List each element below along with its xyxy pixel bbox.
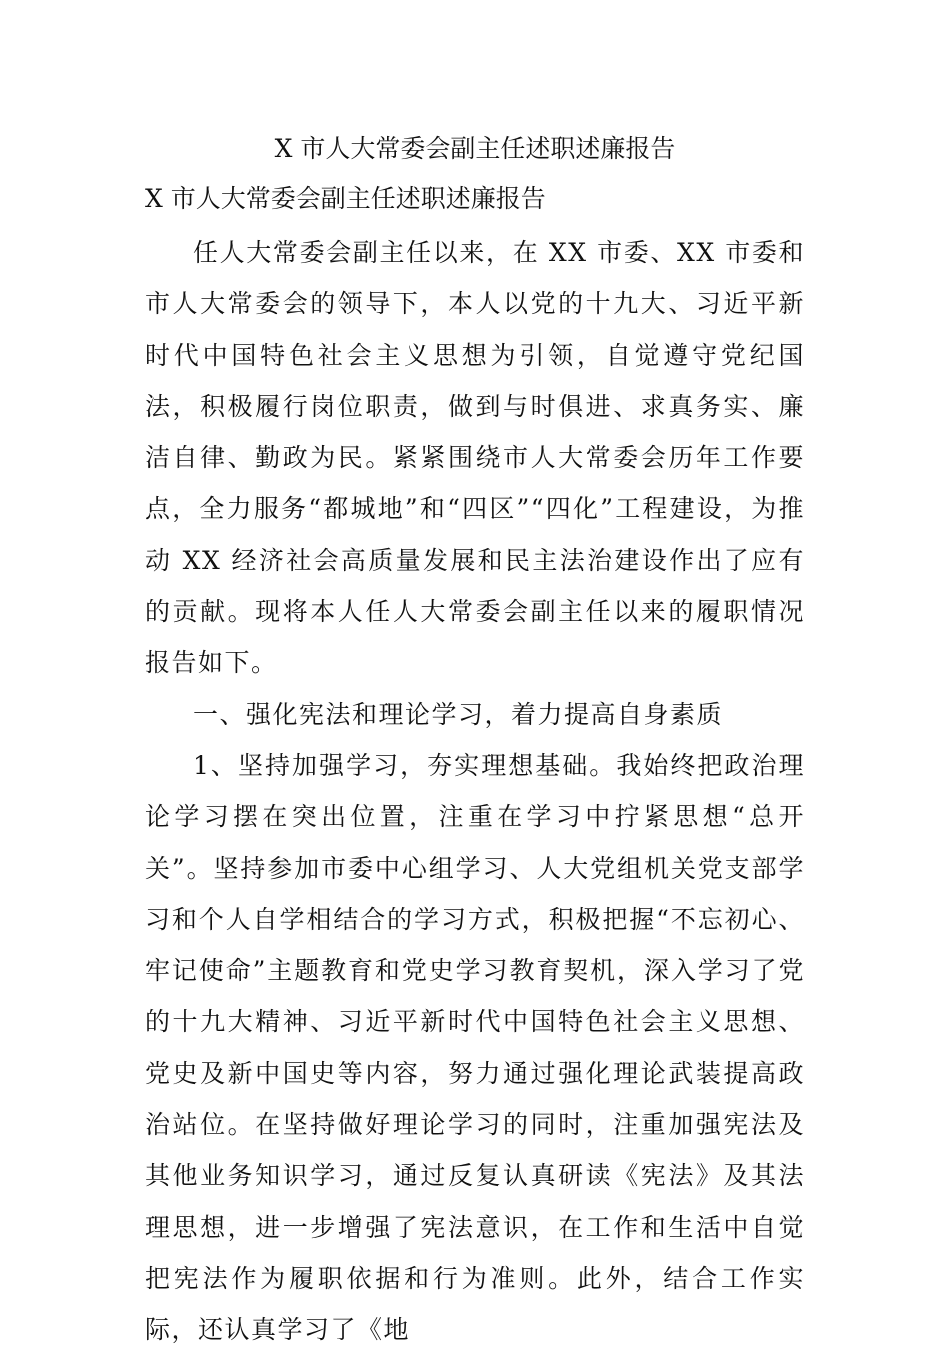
document-body: [145, 227, 805, 1356]
document-subtitle: X 市人大常委会副主任述职述廉报告: [145, 184, 546, 213]
section-1-paragraph-1: 1、坚持加强学习，夯实理想基础。我始终把政治理论学习摆在突出位置，注重在学习中拧紧思想“总开关”。坚持参加市委中心组学习、人大党组机关党支部学习和个人自学相结合的学习方式，积极把握“不忘初心、牢记使命”主题教育和党史学习教育契机，深入学习了党的十九大精神、习近平新时代中国特色社会主义思想、党史及新中国史等内容，努力通过强化理论武装提高政治站位。在坚持做好理论学习的同时，注重加强宪法及其他业务知识学习，通过反复认真研读《宪法》及其法理思想，进一步增强了宪法意识，在工作和生活中自觉把宪法作为履职依据和行为准则。此外，结合工作实际，还认真学习了《地: [145, 750, 805, 1345]
section-heading-1: 一、强化宪法和理论学习，着力提高自身素质: [193, 699, 724, 729]
document-title: X 市人大常委会副主任述职述廉报告: [274, 134, 676, 163]
intro-paragraph: 任人大常委会副主任以来，在 XX 市委、XX 市委和市人大常委会的领导下，本人以党的十九大、习近平新时代中国特色社会主义思想为引领，自觉遵守党纪国法，积极履行岗位职责，做到与时俱进、求真务实、廉洁自律、勤政为民。紧紧围绕市人大常委会历年工作要点，全力服务“都城地”和“四区”“四化”工程建设，为推动 XX 经济社会高质量发展和民主法治建设作出了应有的贡献。现将本人任人大常委会副主任以来的履职情况报告如下。: [145, 238, 805, 678]
